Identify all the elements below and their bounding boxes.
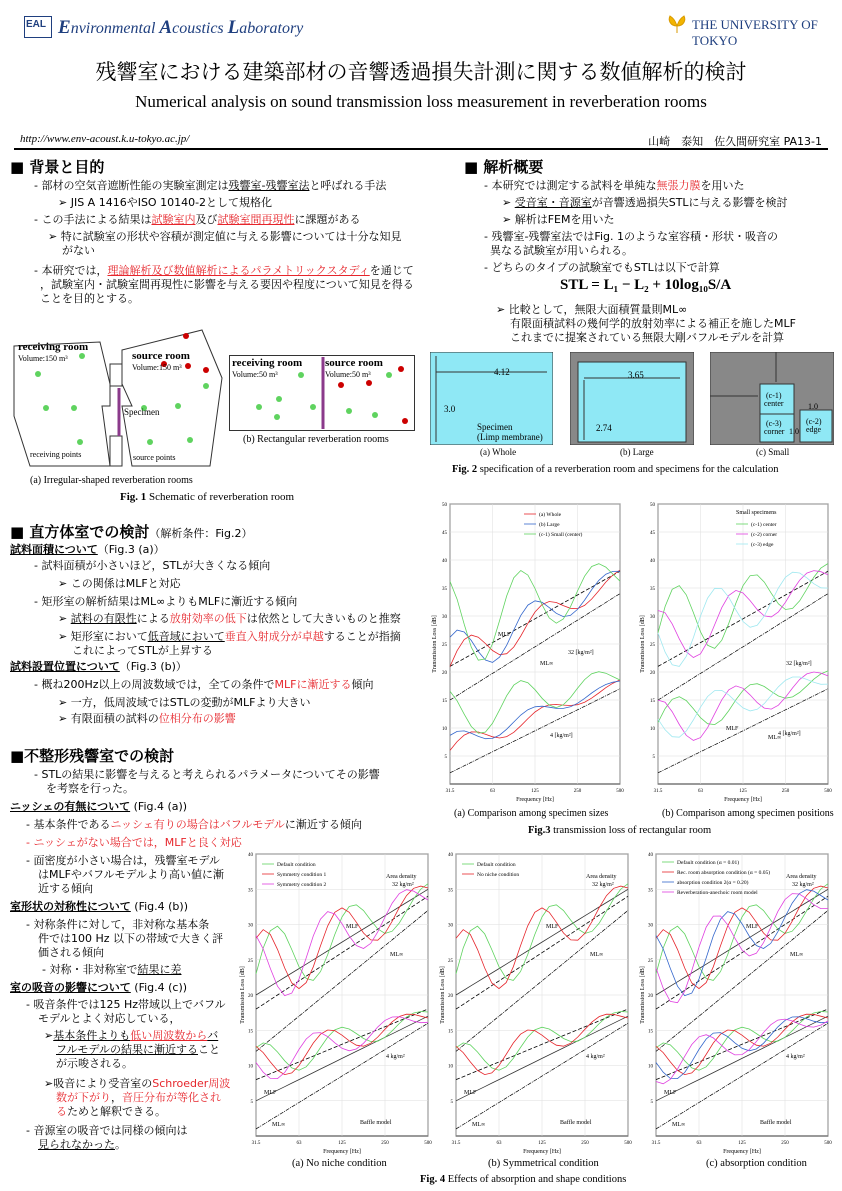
fig4b-caption: (b) Symmetrical condition [488, 1158, 599, 1169]
baffle-model-label: Baffle model [760, 1120, 792, 1126]
fig1a-recv-label: receiving room [18, 341, 89, 353]
irr-line-13: モデルとよく対応している， [38, 1012, 181, 1025]
fig1a-receiving-points: receiving points [30, 450, 82, 459]
fig2c-c3: (c-3) [766, 419, 782, 428]
fig2-caption: Fig. 2 specification of a reverberation room and specimens for the calculation [452, 464, 779, 475]
y-tick-label: 30 [648, 923, 653, 929]
area-density-label: Area density [386, 874, 417, 880]
y-axis-label: Transmission Loss [dB] [240, 966, 246, 1024]
mli-low-label: ML∞ [672, 1122, 686, 1128]
density-32-label: 32 [kg/m²] [568, 650, 594, 656]
fig2c-caption: (c) Small [756, 447, 790, 457]
x-tick-label: 125 [531, 789, 539, 794]
fig4c-chart [636, 848, 836, 1156]
ana-line-7: ➢ 比較として，無限大面積質量則ML∞ [496, 303, 688, 316]
y-tick-label: 35 [448, 888, 453, 894]
mlf-label: MLF [498, 632, 511, 638]
rect-line-6: これによってSTLが上昇する [72, 644, 213, 657]
y-tick-label: 10 [650, 727, 655, 732]
y-tick-label: 35 [648, 888, 653, 894]
ana-line-4: - 残響室-残響室法ではFig. 1のような室容積・形状・吸音の [484, 230, 778, 243]
bg-line-4b: がない [62, 244, 95, 257]
lab-logo [24, 16, 52, 38]
irr-line-18: 数が下がり，音圧分布が等化され [56, 1091, 221, 1104]
y-tick-label: 15 [448, 1029, 453, 1035]
fig1a-recv-vol: Volume:150 m³ [18, 354, 68, 363]
fig2b-dim-width: 3.65 [628, 370, 644, 380]
legend-entry: Symmetry condition 1 [277, 872, 327, 878]
ana-line-1: - 本研究では測定する試料を単純な無張力膜を用いた [484, 179, 745, 192]
irr-line-6: はMLFやバフルモデルより高い値に漸 [38, 868, 224, 881]
x-tick-label: 250 [573, 789, 582, 794]
baffle-model-label: Baffle model [360, 1120, 392, 1126]
rect-line-9: ➢ 有限面積の試料の位相分布の影響 [58, 712, 236, 725]
irr-line-19: るためと解釈できる。 [56, 1105, 166, 1118]
ana-line-2: ➢ 受音室・音源室が音響透過損失STLに与える影響を検討 [502, 196, 788, 209]
fig3b-caption: (b) Comparison among specimen positions [662, 808, 834, 819]
x-tick-label: 250 [581, 1141, 589, 1146]
irr-sub-2: 室形状の対称性について (Fig.4 (b)) [10, 900, 188, 913]
fig1a-caption: (a) Irregular-shaped reverberation rooms [30, 475, 193, 486]
legend-entry: Reverberation-anechoic room model [677, 890, 758, 896]
y-tick-label: 25 [448, 958, 453, 964]
rect-line-4: ➢ 試料の有限性による放射効率の低下は依然として大きいものと推察 [58, 612, 401, 625]
x-tick-label: 31.5 [251, 1141, 261, 1146]
y-tick-label: 40 [442, 559, 447, 564]
density-4-label: 4 [kg/m²] [550, 733, 573, 739]
y-tick-label: 5 [250, 1099, 253, 1105]
ana-line-9: これまでに提案されている無限大剛バフルモデルを計算 [510, 331, 785, 344]
y-tick-label: 50 [442, 503, 447, 508]
x-tick-label: 63 [696, 1141, 702, 1146]
x-tick-label: 63 [490, 789, 495, 794]
y-tick-label: 25 [442, 643, 447, 648]
irr-line-3: - 基本条件であるニッシェ有りの場合はバフルモデルに漸近する傾向 [26, 818, 362, 831]
fig2a-dim-width: 4.12 [494, 367, 510, 377]
fig2c-dim-b: 1.0 [789, 427, 799, 436]
y-tick-label: 20 [448, 994, 453, 999]
fig2a-caption: (a) Whole [480, 447, 517, 457]
fig4c-caption: (c) absorption condition [706, 1158, 807, 1169]
rect-sub-2: 試料設置位置について（Fig.3 (b)） [10, 660, 187, 673]
y-tick-label: 10 [648, 1064, 653, 1070]
density-32-label: 32 [kg/m²] [786, 661, 812, 667]
y-tick-label: 10 [248, 1064, 253, 1070]
ana-line-8: 有限面積試料の幾何学的放射効率による補正を施したMLF [510, 317, 796, 330]
analysis-heading: ■ 解析概要 [464, 158, 544, 176]
fig2b-caption: (b) Large [620, 447, 654, 457]
irr-line-21: 見られなかった。 [38, 1138, 126, 1151]
fig2c-c2: (c-2) [806, 417, 822, 426]
fig1a-src-vol: Volume:150 m³ [132, 363, 182, 372]
fig2c-dim-a: 1.0 [808, 402, 818, 411]
x-tick-label: 125 [338, 1141, 346, 1146]
fig2c-c2-edge: edge [806, 425, 822, 434]
fig2b-dim-height: 2.74 [596, 423, 612, 433]
y-tick-label: 35 [248, 888, 253, 894]
mli-label: ML∞ [768, 735, 782, 741]
x-tick-label: 31.5 [651, 1141, 661, 1146]
mli-low-label: ML∞ [472, 1122, 486, 1128]
x-tick-label: 250 [381, 1141, 389, 1146]
fig4a-caption: (a) No niche condition [292, 1158, 387, 1169]
legend-entry: Rec. room absorption condition (α = 0.05) [677, 870, 771, 876]
x-axis-label: Frequency [Hz] [523, 1149, 561, 1155]
y-tick-label: 10 [442, 727, 447, 732]
irr-line-15: フルモデルの結果に漸近すること [56, 1043, 221, 1056]
x-tick-label: 125 [538, 1141, 546, 1146]
bg-line-7: ことを目的とする。 [40, 292, 139, 305]
y-tick-label: 25 [248, 958, 253, 964]
irr-line-4: - ニッシェがない場合では，MLFと良く対応 [26, 836, 242, 849]
y-axis-label: Transmission Loss [dB] [640, 615, 646, 673]
x-axis-label: Frequency [Hz] [724, 797, 762, 803]
irr-line-7: 近する傾向 [38, 882, 93, 895]
irr-line-20: - 音源室の吸音では同様の傾向は [26, 1124, 188, 1137]
fig2c-c3-corner: corner [764, 427, 785, 436]
y-tick-label: 15 [648, 1029, 653, 1035]
irr-line-10: 価される傾向 [38, 946, 104, 959]
rect-line-8: ➢ 一方，低周波域ではSTLの変動がMLFより大きい [58, 696, 311, 709]
y-tick-label: 30 [442, 615, 447, 620]
x-tick-label: 31.5 [445, 789, 455, 794]
y-tick-label: 10 [448, 1064, 453, 1070]
mlf-label: MLF [726, 726, 739, 732]
bg-line-2: ➢ JIS A 1416やISO 10140-2として規格化 [58, 196, 273, 209]
irr-sub-3: 室の吸音の影響について (Fig.4 (c)) [10, 981, 188, 994]
fig1b-recv-label: receiving room [232, 357, 303, 369]
rect-line-3: - 矩形室の解析結果はML∞よりもMLFに漸近する傾向 [34, 595, 298, 608]
legend-entry: (c-2) corner [751, 532, 778, 538]
x-tick-label: 31.5 [451, 1141, 461, 1146]
bg-line-4: ➢ 特に試験室の形状や容積が測定値に与える影響については十分な知見 [48, 230, 402, 243]
irr-line-9: 件では100 Hz 以下の帯域で大きく評 [38, 932, 224, 945]
legend-entry: Default condition (α = 0.01) [677, 860, 740, 866]
irr-line-2: を考察を行った。 [46, 782, 134, 795]
y-tick-label: 20 [248, 994, 253, 999]
y-tick-label: 40 [650, 559, 655, 564]
area-density-value: 32 kg/m² [392, 882, 414, 888]
fig3a-caption: (a) Comparison among specimen sizes [454, 808, 609, 819]
y-tick-label: 20 [648, 994, 653, 999]
y-tick-label: 5 [444, 755, 447, 760]
x-tick-label: 500 [824, 1141, 832, 1146]
irr-line-14: ➢基本条件よりも低い周波数からバ [44, 1029, 219, 1042]
y-tick-label: 5 [450, 1099, 453, 1105]
mlf-label: MLF [346, 924, 359, 930]
x-tick-label: 63 [698, 789, 703, 794]
x-tick-label: 63 [296, 1141, 302, 1146]
fig1a-source-points: source points [133, 453, 176, 462]
bg-line-6: ，試験室内・試験室間再現性に影響を与える要因や程度について知見を得る [40, 278, 414, 291]
fig1b-src-label: source room [325, 357, 383, 369]
ana-line-6: - どちらのタイプの試験室でもSTLは以下で計算 [484, 261, 720, 274]
fig3b-chart [636, 498, 836, 804]
legend-title: Small specimens [736, 510, 777, 516]
y-tick-label: 25 [650, 643, 655, 648]
area-density-value: 32 kg/m² [592, 882, 614, 888]
bg-line-5: - 本研究では，理論解析及び数値解析によるパラメトリックスタディを通じて [34, 264, 414, 277]
area-density-label: Area density [586, 874, 617, 880]
y-tick-label: 30 [650, 615, 655, 620]
y-tick-label: 50 [650, 503, 655, 508]
y-tick-label: 45 [442, 531, 447, 536]
density-4-label: 4 kg/m² [786, 1054, 805, 1060]
legend-entry: Default condition [277, 862, 316, 868]
y-axis-label: Transmission Loss [dB] [640, 966, 646, 1024]
ana-line-5: 異なる試験室が用いられる。 [490, 244, 633, 257]
mlf-low-label: MLF [464, 1090, 477, 1096]
mli-label: ML∞ [590, 952, 604, 958]
y-tick-label: 40 [448, 853, 453, 858]
rect-line-2: ➢ この関係はMLFと対応 [58, 577, 181, 590]
x-tick-label: 500 [624, 1141, 632, 1146]
ana-line-3: ➢ 解析はFEMを用いた [502, 213, 615, 226]
y-tick-label: 35 [650, 587, 655, 592]
x-axis-label: Frequency [Hz] [323, 1149, 361, 1155]
fig1a-src-label: source room [132, 350, 190, 362]
fig4b-chart [436, 848, 634, 1156]
irr-line-12: - 吸音条件では125 Hz帯域以上でバフル [26, 998, 226, 1011]
y-tick-label: 15 [248, 1029, 253, 1035]
legend-entry: absorption condition 2(α = 0.20) [677, 880, 749, 886]
y-tick-label: 15 [442, 699, 447, 704]
university-name: THE UNIVERSITY OF TOKYO [692, 17, 818, 48]
fig2a-dim-height: 3.0 [444, 404, 456, 414]
irr-line-5: - 面密度が小さい場合は，残響室モデル [26, 854, 220, 867]
header-divider [14, 148, 828, 150]
fig2c-c1-center: center [764, 399, 784, 408]
legend-entry: (a) Whole [539, 512, 562, 518]
fig2a-specimen: Specimen [477, 422, 513, 432]
x-tick-label: 125 [738, 1141, 746, 1146]
university-logo-icon [667, 14, 687, 34]
x-tick-label: 250 [781, 1141, 789, 1146]
y-tick-label: 20 [650, 671, 655, 676]
mli-label: ML∞ [790, 952, 804, 958]
fig3a-chart [428, 498, 628, 804]
legend-entry: Default condition [477, 862, 516, 868]
legend-entry: (b) Large [539, 522, 560, 528]
fig1b-src-vol: Volume:50 m³ [325, 370, 371, 379]
x-tick-label: 500 [616, 789, 624, 794]
y-tick-label: 25 [648, 958, 653, 964]
y-tick-label: 5 [650, 1099, 653, 1105]
mlf-low-label: MLF [664, 1090, 677, 1096]
legend-entry: (c-1) center [751, 522, 777, 528]
mlf-label: MLF [546, 924, 559, 930]
irr-line-1: - STLの結果に影響を与えると考えられるパラメータについてその影響 [34, 768, 380, 781]
bg-line-3: - この手法による結果は試験室内及び試験室間再現性に課題がある [34, 213, 361, 226]
fig2c-c1: (c-1) [766, 391, 782, 400]
title-jp: 残響室における建築部材の音響透過損失計測に関する数値解析的検討 [95, 60, 747, 84]
x-tick-label: 500 [824, 789, 832, 794]
y-tick-label: 40 [248, 853, 253, 858]
authors: 山崎 泰知 佐久間研究室 PA13-1 [648, 135, 822, 148]
fig2b-large [570, 352, 694, 445]
irr-line-11: - 対称・非対称室で結果に差 [42, 963, 182, 976]
lab-name: Environmental Acoustics Laboratory [58, 17, 304, 38]
x-tick-label: 31.5 [653, 789, 663, 794]
fig3-caption: Fig.3 transmission loss of rectangular room [528, 825, 712, 836]
fig1b-recv-vol: Volume:50 m³ [232, 370, 278, 379]
mlf-label: MLF [746, 924, 759, 930]
irr-line-16: が示唆される。 [56, 1057, 133, 1070]
legend-entry: Symmetry condition 2 [277, 882, 327, 888]
irr-sub-1: ニッシェの有無について (Fig.4 (a)) [10, 800, 188, 813]
y-tick-label: 40 [648, 853, 653, 858]
fig1-caption: Fig. 1 Schematic of reverberation room [120, 491, 295, 503]
legend-entry: No niche condition [477, 872, 520, 878]
mli-label: ML∞ [390, 952, 404, 958]
fig4a-chart [236, 848, 434, 1156]
y-tick-label: 5 [652, 755, 655, 760]
irr-line-8: - 対称条件に対して，非対称な基本条 [26, 918, 210, 931]
y-tick-label: 15 [650, 699, 655, 704]
mlf-low-label: MLF [264, 1090, 277, 1096]
irr-heading: ■不整形残響室での検討 [10, 747, 175, 765]
area-density-value: 32 kg/m² [792, 882, 814, 888]
lab-logo-text: EAL [26, 19, 46, 30]
mli-label: ML∞ [540, 661, 554, 667]
x-axis-label: Frequency [Hz] [723, 1149, 761, 1155]
x-tick-label: 500 [424, 1141, 432, 1146]
stl-formula: STL = L₁ − L₂ + 10log₁₀S/A [560, 277, 732, 293]
title-en: Numerical analysis on sound transmission loss measurement in reverberation rooms [135, 92, 707, 111]
fig1a-specimen: Specimen [124, 407, 160, 417]
y-tick-label: 45 [650, 531, 655, 536]
y-tick-label: 35 [442, 587, 447, 592]
y-tick-label: 30 [448, 923, 453, 929]
irr-line-17: ➢吸音により受音室のSchroeder周波 [44, 1077, 231, 1090]
density-4-label: 4 kg/m² [586, 1054, 605, 1060]
x-axis-label: Frequency [Hz] [516, 797, 554, 803]
area-density-label: Area density [786, 874, 817, 880]
density-4-label: 4 kg/m² [386, 1054, 405, 1060]
y-tick-label: 20 [442, 671, 447, 676]
lab-url[interactable]: http://www.env-acoust.k.u-tokyo.ac.jp/ [20, 133, 190, 145]
legend-entry: (c-1) Small (center) [539, 532, 583, 538]
rect-line-5: ➢ 矩形室において低音域において垂直入射成分が卓越することが指摘 [58, 630, 401, 643]
fig2a-limp: (Limp membrane) [477, 432, 543, 442]
baffle-model-label: Baffle model [560, 1120, 592, 1126]
x-tick-label: 250 [781, 789, 790, 794]
y-axis-label: Transmission Loss [dB] [440, 966, 446, 1024]
rect-sub-1: 試料面積について（Fig.3 (a)） [10, 543, 165, 556]
rect-heading: ■ 直方体室での検討（解析条件：Fig.2） [10, 523, 253, 541]
bg-line-1: - 部材の空気音遮断性能の実験室測定は残響室-残響室法と呼ばれる手法 [34, 179, 387, 192]
legend-entry: (c-3) edge [751, 542, 774, 548]
fig1b-caption: (b) Rectangular reverberation rooms [243, 434, 389, 445]
rect-line-1: - 試料面積が小さいほど，STLが大きくなる傾向 [34, 559, 271, 572]
background-heading: ■ 背景と目的 [10, 158, 105, 176]
rect-line-7: - 概ね200Hz以上の周波数域では，全ての条件でMLFに漸近する傾向 [34, 678, 374, 691]
fig4-caption: Fig. 4 Effects of absorption and shape conditions [420, 1174, 627, 1185]
mli-low-label: ML∞ [272, 1122, 286, 1128]
x-tick-label: 63 [496, 1141, 502, 1146]
y-tick-label: 30 [248, 923, 253, 929]
density-4-label: 4 [kg/m²] [778, 731, 801, 737]
x-tick-label: 125 [739, 789, 747, 794]
y-axis-label: Transmission Loss [dB] [432, 615, 438, 673]
